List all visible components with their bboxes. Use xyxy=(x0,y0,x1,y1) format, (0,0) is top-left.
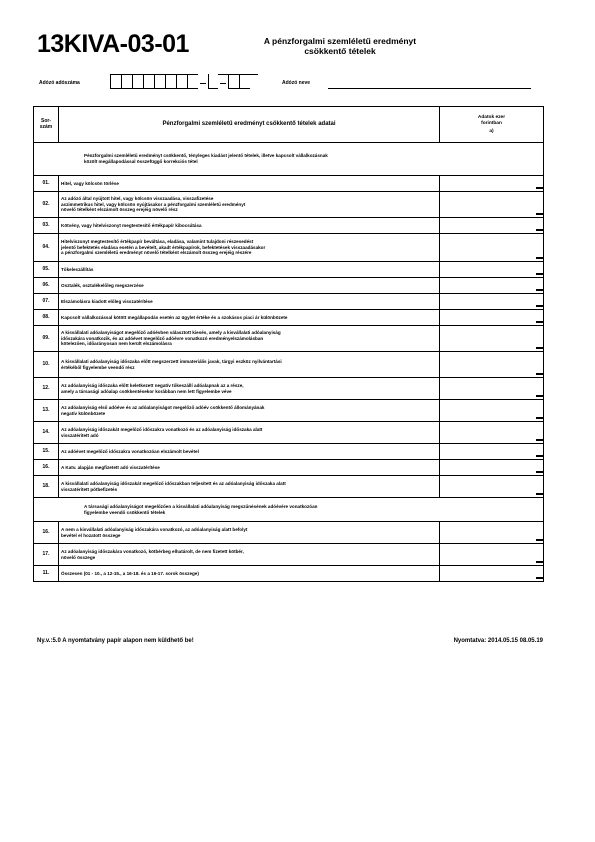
amount-field[interactable] xyxy=(440,176,544,192)
table-row xyxy=(34,476,544,498)
table-row xyxy=(34,444,544,460)
row-description: Tőkeleszállítás xyxy=(59,262,440,278)
table-row xyxy=(34,378,544,400)
form-title-line1: A pénzforgalmi szemléletű eredményt xyxy=(263,36,417,46)
amount-marker xyxy=(536,321,543,323)
amount-marker xyxy=(536,289,543,291)
row-description: Kötvény, vagy hitelviszonyt megtestesítő értékpapír kibocsátása xyxy=(59,218,440,234)
table-row xyxy=(34,522,544,544)
row-description: A kisvállalati adóalanyiság időszaka előtt megszerzett immateriális javak, tárgyi eszköz nyilvántartási értékéből figyelembe veendő rész xyxy=(59,352,440,378)
table-row xyxy=(34,544,544,566)
row-number: 05. xyxy=(34,262,59,278)
section-heading-row xyxy=(34,143,544,176)
deduction-table xyxy=(33,106,544,582)
table-row xyxy=(34,262,544,278)
amount-field[interactable] xyxy=(440,544,544,566)
table-row xyxy=(34,234,544,262)
section-heading: A társasági adóalanyiságot megelőzően a kisvállalati adóalanyiság megszűnésének adóévére vonatkozóan figyelembe veendő csökkentő tételek xyxy=(34,498,544,522)
row-number: 03. xyxy=(34,218,59,234)
amount-field[interactable] xyxy=(440,326,544,352)
taxpayer-name-field[interactable] xyxy=(328,88,531,89)
row-description: Az adóalanyiság időszakára vonatkozó, kötbérbeg elhatárolt, de nem fizetett kötbér, növelő összege xyxy=(59,544,440,566)
column-header-number: Sor- szám xyxy=(34,107,59,143)
section-heading: Pénzforgalmi szemléletű eredményt csökkentő, tényleges kiadást jelentő tételek, illetve kapcsolt vállalkozásnak közölt megállapodással összefüggő korrekciós tétel xyxy=(34,143,544,176)
column-header-amount-line2: forintban xyxy=(481,120,502,126)
row-description: Hitel, vagy kölcsön törlése xyxy=(59,176,440,192)
row-number: 17. xyxy=(34,544,59,566)
row-description: Az adóalanyiság időszakát megelőző időszakra vonatkozó és az adóalanyiság időszaka alatt visszatérített adó xyxy=(59,422,440,444)
row-number: 12. xyxy=(34,378,59,400)
amount-marker xyxy=(536,305,543,307)
amount-field[interactable] xyxy=(440,278,544,294)
row-description: Összesen (01 - 10., a 12-15., a 16-18. és a 16-17. sorok összege) xyxy=(59,566,440,582)
table-row xyxy=(34,176,544,192)
row-number: 11. xyxy=(34,566,59,582)
amount-marker xyxy=(536,257,543,259)
row-number: 16. xyxy=(34,522,59,544)
row-number: 13. xyxy=(34,400,59,422)
row-description: Az adóalanyiság első adóéve és az adóalanyiságot megelőző adóév csökkentő állományának negatív különbözete xyxy=(59,400,440,422)
amount-field[interactable] xyxy=(440,234,544,262)
row-number: 07. xyxy=(34,294,59,310)
table-row xyxy=(34,192,544,218)
table-row xyxy=(34,278,544,294)
amount-field[interactable] xyxy=(440,422,544,444)
taxpayer-id-label: Adózó adószáma xyxy=(39,80,80,86)
row-number: 18. xyxy=(34,476,59,498)
table-row xyxy=(34,294,544,310)
row-description: A kisvállalati adóalanyiságot megelőző adóévben választott kiesés, amely a kisvállalati adóalanyiság időszakára vonatkozik, és az adóévet megelőző adóévre vonatkozó eredményelszámolásban kötelezően, időarányosan nem került elszámolásra xyxy=(59,326,440,352)
table-row xyxy=(34,566,544,582)
amount-marker xyxy=(536,439,543,441)
taxpayer-name-label: Adózó neve xyxy=(282,80,311,86)
amount-marker xyxy=(536,577,543,579)
amount-field[interactable] xyxy=(440,294,544,310)
column-header-amount-line3: a) xyxy=(489,128,494,134)
form-id: 13KIVA-03-01 xyxy=(37,30,189,58)
amount-marker xyxy=(536,187,543,189)
amount-marker xyxy=(536,395,543,397)
table-row xyxy=(34,352,544,378)
amount-marker xyxy=(536,471,543,473)
amount-field[interactable] xyxy=(440,476,544,498)
column-header-amount-line1: Adatok ezer xyxy=(477,114,506,120)
amount-marker xyxy=(536,539,543,541)
row-number: 06. xyxy=(34,278,59,294)
amount-marker xyxy=(536,347,543,349)
amount-marker xyxy=(536,229,543,231)
amount-marker xyxy=(536,373,543,375)
amount-field[interactable] xyxy=(440,192,544,218)
row-number: 02. xyxy=(34,192,59,218)
column-header-description: Pénzforgalmi szemléletű eredményt csökkentő tételek adatai xyxy=(59,107,440,143)
row-description: Az adózó által nyújtott hitel, vagy kölcsön visszaadása, visszafizetése aszimmetrikus hitel, vagy kölcsön nyújtásakor a pénzforgalmi szemléletű eredményt növelő tételként elszámolt összeg erejéig növelő rész xyxy=(59,192,440,218)
footer-version: Ny.v.:5.0 A nyomtatvány papír alapon nem küldhető be! xyxy=(37,638,194,644)
row-description: Osztalék, osztalékelőleg megszerzése xyxy=(59,278,440,294)
amount-marker xyxy=(536,455,543,457)
row-number: 01. xyxy=(34,176,59,192)
amount-field[interactable] xyxy=(440,262,544,278)
row-description: A kisvállalati adóalanyiság időszakát megelőző időszakban teljesített és az adóalanyiság időszaka alatt visszatérített pótbefizetés xyxy=(59,476,440,498)
table-row xyxy=(34,218,544,234)
row-number: 04. xyxy=(34,234,59,262)
row-number: 08. xyxy=(34,310,59,326)
table-header-row xyxy=(34,107,544,143)
table-row xyxy=(34,310,544,326)
amount-field[interactable] xyxy=(440,522,544,544)
table-row xyxy=(34,422,544,444)
amount-field[interactable] xyxy=(440,218,544,234)
section-heading-row xyxy=(34,498,544,522)
table-row xyxy=(34,400,544,422)
amount-marker xyxy=(536,273,543,275)
table-row xyxy=(34,326,544,352)
row-description: A nem a kisvállalati adóalanyiság időszakára vonatkozó, az adóalanyiság alatt befolyt bevétel el hozatott összege xyxy=(59,522,440,544)
table-row xyxy=(34,460,544,476)
form-title-line2: csökkentő tételek xyxy=(304,46,376,56)
row-description: Elszámolásra kiadott előleg visszatérítése xyxy=(59,294,440,310)
row-description: Az adóévet megelőző időszakra vonatkozóan elszámolt bevétel xyxy=(59,444,440,460)
amount-marker xyxy=(536,213,543,215)
form-title xyxy=(245,36,435,56)
amount-field[interactable] xyxy=(440,352,544,378)
row-number: 15. xyxy=(34,444,59,460)
row-description: Hitelviszonyt megtestesítő értékpapír beváltása, eladása, valamint tulajdoni részesedést jelentő befektetés eladása esetén a bevételt, akadt értékpapírok, befektetések visszaadásakor a pénzforgalmi szemléletű eredményt növelő tételként elszámolt összeg erejéig részére xyxy=(59,234,440,262)
row-number: 09. xyxy=(34,326,59,352)
amount-field[interactable] xyxy=(440,444,544,460)
row-number: 10. xyxy=(34,352,59,378)
amount-field[interactable] xyxy=(440,400,544,422)
row-description: Kapcsolt vállalkozással kötött megállapodás esetén az ügylet értéke és a szokásos piaci ár különbözete xyxy=(59,310,440,326)
row-description: Az adóalanyiság időszaka előtt keletkezett negatív tőkeszállí adóalapnak az a része, amely a társasági adóalap csökkentésekor korábban nem lett figyelembe véve xyxy=(59,378,440,400)
row-number: 14. xyxy=(34,422,59,444)
row-description: A Katv. alapján megfizetett adó visszatérítése xyxy=(59,460,440,476)
amount-field[interactable] xyxy=(440,310,544,326)
footer-printed: Nyomtatva: 2014.05.15 08.05.19 xyxy=(453,638,543,644)
amount-marker xyxy=(536,561,543,563)
column-header-amount xyxy=(440,107,544,143)
amount-field[interactable] xyxy=(440,460,544,476)
amount-field[interactable] xyxy=(440,566,544,582)
amount-marker xyxy=(536,417,543,419)
amount-field[interactable] xyxy=(440,378,544,400)
row-number: 16. xyxy=(34,460,59,476)
amount-marker xyxy=(536,493,543,495)
